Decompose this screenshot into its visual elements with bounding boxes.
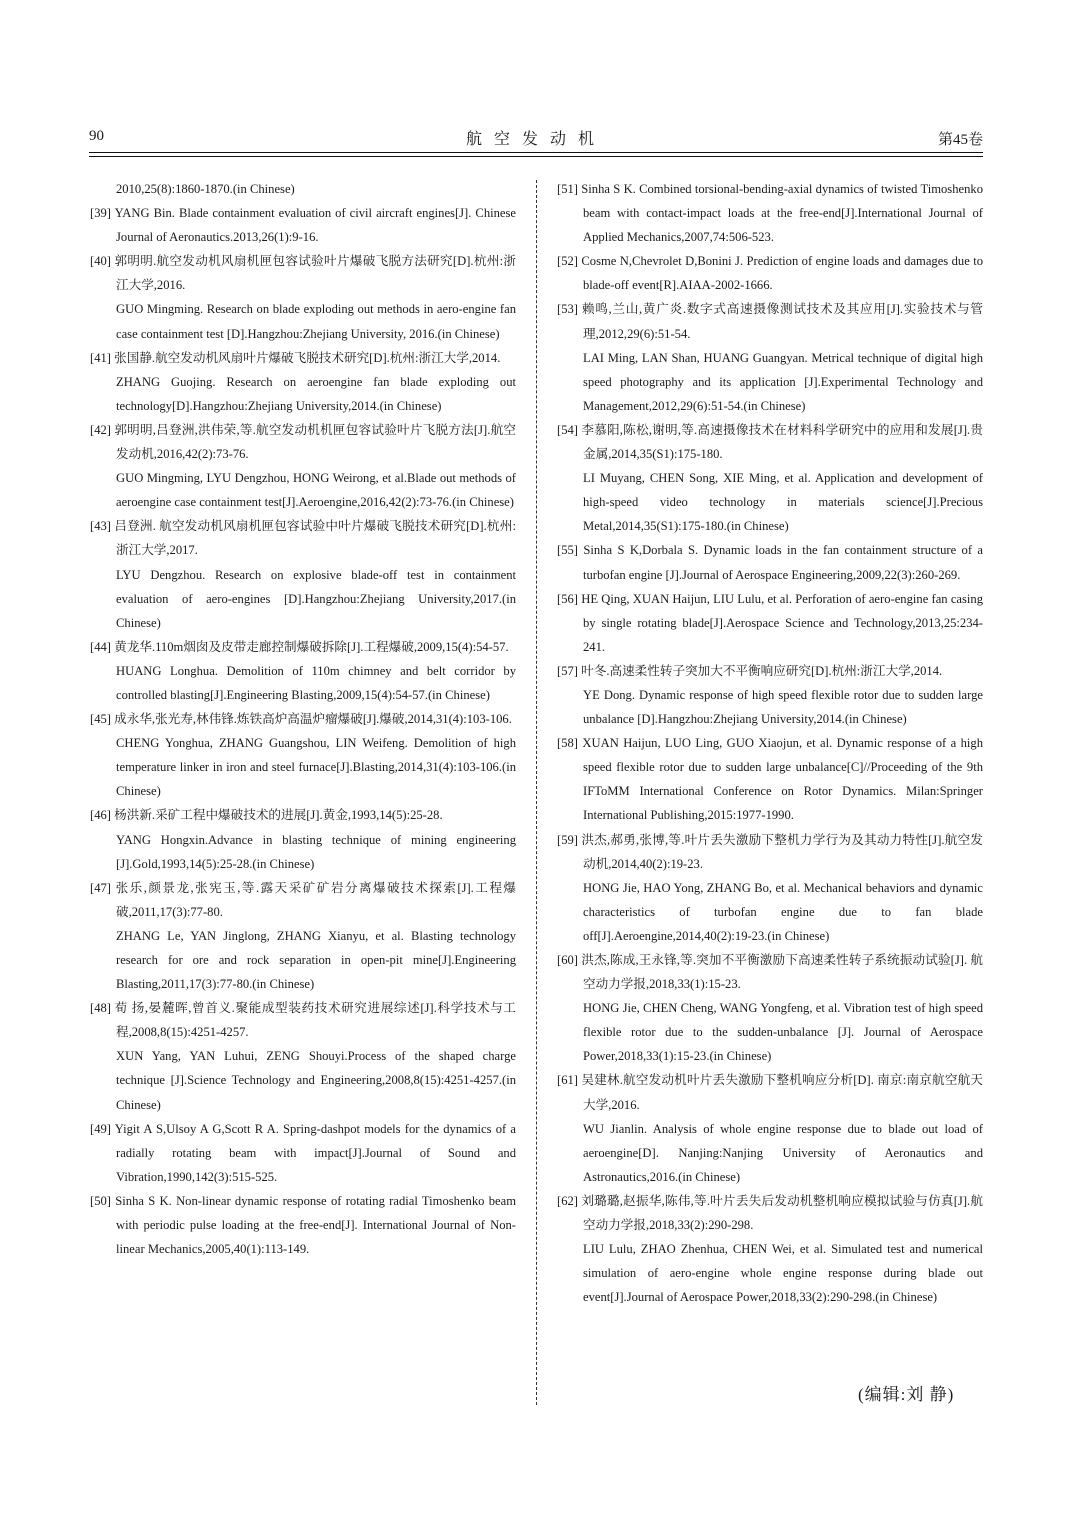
- volume-label: 第45卷: [937, 132, 983, 148]
- reference-citation: 叶冬.高速柔性转子突加大不平衡响应研究[D].杭州:浙江大学,2014.: [581, 663, 943, 678]
- reference-english: YE Dong. Dynamic response of high speed flexible rotor due to sudden large unbalance [D].Hangzhou:Zhejiang University,2014.(in Chinese): [583, 687, 983, 727]
- reference-english: LI Muyang, CHEN Song, XIE Ming, et al. Application and development of high-speed video technology in materials science[J].Precious Metal,2014,35(S1):175-180.(in Chinese): [583, 471, 983, 534]
- reference-citation: 张乐,颜景龙,张宪玉,等.露天采矿矿岩分离爆破技术探索[J].工程爆破,2011,17(3):77-80.: [115, 880, 517, 919]
- reference-number: [58]: [557, 736, 578, 751]
- reference-item: [557, 948, 983, 1068]
- reference-text: [557, 1068, 983, 1116]
- reference-number: [57]: [557, 663, 578, 678]
- reference-text: [557, 538, 983, 586]
- reference-citation: 刘璐璐,赵振华,陈伟,等.叶片丢失后发动机整机响应模拟试验与仿真[J].航空动力学报,2018,33(2):290-298.: [581, 1193, 983, 1233]
- reference-item: [557, 828, 983, 948]
- running-header: [89, 126, 983, 148]
- reference-text: [90, 996, 516, 1044]
- reference-number: [45]: [90, 712, 111, 727]
- reference-citation: XUAN Haijun, LUO Ling, GUO Xiaojun, et al. Dynamic response of a high speed flexible rotor due to sudden large unbalance[C]//Proceeding of the 9th IFToMM International Conference on Rotor Dynamics. Milan:Springer International Publishing,2015:1977-1990.: [582, 736, 983, 823]
- reference-item: [557, 587, 983, 659]
- reference-text: [557, 828, 983, 876]
- column-divider: [536, 180, 537, 1405]
- reference-text: [90, 1189, 516, 1261]
- reference-number: [60]: [557, 953, 578, 967]
- reference-item: [90, 249, 516, 345]
- reference-text: [90, 249, 517, 297]
- reference-citation: 李慕阳,陈松,谢明,等.高速摄像技术在材料科学研究中的应用和发展[J].贵金属,2014,35(S1):175-180.: [581, 422, 983, 462]
- continued-reference: 2010,25(8):1860-1870.(in Chinese): [116, 182, 295, 196]
- reference-english: LYU Dengzhou. Research on explosive blade-off test in containment evaluation of aero-engines [D].Hangzhou:Zhejiang University,2017.(in Chinese): [116, 567, 516, 630]
- reference-english: HONG Jie, CHEN Cheng, WANG Yongfeng, et al. Vibration test of high speed flexible rotor due to the sudden-unbalance [J]. Journal of Aerospace Power,2018,33(1):15-23.(in Chinese): [583, 1001, 983, 1064]
- reference-number: [53]: [557, 302, 578, 317]
- reference-item: [90, 514, 516, 634]
- reference-number: [48]: [90, 1001, 111, 1016]
- reference-item: [557, 1068, 983, 1188]
- editor-note: (编辑:刘 静): [858, 1385, 955, 1404]
- reference-text: [557, 297, 983, 345]
- reference-item: [557, 731, 983, 827]
- reference-number: [49]: [90, 1121, 111, 1136]
- reference-text: [557, 418, 983, 466]
- reference-english: LIU Lulu, ZHAO Zhenhua, CHEN Wei, et al. Simulated test and numerical simulation of aero-engine whole engine response during blade out event[J].Journal of Aerospace Power,2018,33(2):290-298.(in Chinese): [583, 1242, 983, 1305]
- reference-text: [90, 1117, 516, 1189]
- reference-citation: 郭明明,吕登洲,洪伟荣,等.航空发动机机匣包容试验叶片飞脱方法[J].航空发动机,2016,42(2):73-76.: [114, 422, 516, 462]
- reference-english: CHENG Yonghua, ZHANG Guangshou, LIN Weifeng. Demolition of high temperature linker in iron and steel furnace[J].Blasting,2014,31(4):103-106.(in Chinese): [116, 736, 516, 799]
- header-rule-thick: [89, 152, 983, 153]
- reference-item: [557, 177, 983, 249]
- reference-item: [90, 1189, 516, 1261]
- reference-number: [52]: [557, 254, 578, 269]
- reference-citation: 洪杰,陈成,王永锋,等.突加不平衡激励下高速柔性转子系统振动试验[J]. 航空动力学报,2018,33(1):15-23.: [581, 953, 983, 992]
- reference-text: [90, 201, 516, 249]
- reference-citation: HE Qing, XUAN Haijun, LIU Lulu, et al. Perforation of aero-engine fan casing by single rotating blade[J].Aerospace Science and Technology,2013,25:234-241.: [581, 591, 983, 654]
- reference-item: [90, 346, 516, 418]
- reference-citation: 郭明明.航空发动机风扇机匣包容试验叶片爆破飞脱方法研究[D].杭州:浙江大学,2016.: [114, 254, 517, 293]
- reference-number: [55]: [557, 543, 578, 558]
- reference-number: [39]: [90, 206, 111, 221]
- reference-english: ZHANG Guojing. Research on aeroengine fan blade exploding out technology[D].Hangzhou:Zhejiang University,2014.(in Chinese): [116, 374, 516, 413]
- reference-english: GUO Mingming, LYU Dengzhou, HONG Weirong, et al.Blade out methods of aeroengine case containment test[J].Aeroengine,2016,42(2):73-76.(in Chinese): [116, 471, 516, 510]
- reference-number: [46]: [90, 808, 111, 823]
- reference-number: [41]: [90, 350, 111, 365]
- reference-number: [61]: [557, 1073, 578, 1088]
- reference-item: [90, 635, 516, 707]
- reference-item: [90, 876, 516, 996]
- reference-citation: 荀 扬,晏麓晖,曾首义.聚能成型装药技术研究进展综述[J].科学技术与工程,2008,8(15):4251-4257.: [114, 1001, 516, 1040]
- header-rule-thin: [89, 156, 983, 157]
- reference-citation: 吴建林.航空发动机叶片丢失激励下整机响应分析[D]. 南京:南京航空航天大学,2016.: [581, 1073, 983, 1112]
- reference-citation: Cosme N,Chevrolet D,Bonini J. Prediction of engine loads and damages due to blade-off event[R].AIAA-2002-1666.: [581, 254, 984, 293]
- reference-english: LAI Ming, LAN Shan, HUANG Guangyan. Metrical technique of digital high speed photography and its application [J].Experimental Technology and Management,2012,29(6):51-54.(in Chinese): [583, 350, 983, 413]
- reference-citation: 洪杰,郝勇,张博,等.叶片丢失激励下整机力学行为及其动力特性[J].航空发动机,2014,40(2):19-23.: [581, 832, 983, 871]
- reference-item: [90, 418, 516, 514]
- reference-english: HUANG Longhua. Demolition of 110m chimney and belt corridor by controlled blasting[J].Engineering Blasting,2009,15(4):54-57.(in Chinese): [116, 663, 516, 702]
- reference-citation: Yigit A S,Ulsoy A G,Scott R A. Spring-dashpot models for the dynamics of a radially rotating beam with impact[J].Journal of Sound and Vibration,1990,142(3):515-525.: [114, 1121, 516, 1184]
- reference-text: [557, 177, 983, 249]
- reference-text: [90, 346, 516, 370]
- reference-number: [51]: [557, 182, 578, 196]
- reference-text: [557, 1189, 983, 1237]
- reference-number: [59]: [557, 832, 578, 847]
- page-number: 90: [89, 128, 104, 144]
- reference-number: [50]: [90, 1193, 111, 1208]
- reference-number: [42]: [90, 422, 111, 437]
- reference-text: [557, 249, 984, 297]
- reference-text: [90, 803, 516, 827]
- reference-number: [43]: [90, 519, 111, 534]
- reference-citation: 赖鸣,兰山,黄广炎.数字式高速摄像测试技术及其应用[J].实验技术与管理,2012,29(6):51-54.: [581, 302, 983, 341]
- reference-citation: Sinha S K. Combined torsional-bending-axial dynamics of twisted Timoshenko beam with contact-impact loads at the free-end[J].International Journal of Applied Mechanics,2007,74:506-523.: [581, 182, 983, 245]
- left-column-references: [90, 177, 516, 1261]
- reference-item: [90, 707, 516, 803]
- reference-number: [62]: [557, 1193, 578, 1208]
- reference-english: XUN Yang, YAN Luhui, ZENG Shouyi.Process of the shaped charge technique [J].Science Technology and Engineering,2008,8(15):4251-4257.(in Chinese): [116, 1049, 516, 1112]
- reference-english: HONG Jie, HAO Yong, ZHANG Bo, et al. Mechanical behaviors and dynamic characteristics of turbofan engine due to fan blade off[J].Aeroengine,2014,40(2):19-23.(in Chinese): [583, 880, 983, 943]
- reference-citation: Sinha S K. Non-linear dynamic response of rotating radial Timoshenko beam with periodic pulse loading at the free-end[J]. International Journal of Non-linear Mechanics,2005,40(1):113-149.: [115, 1193, 516, 1257]
- reference-item: [557, 659, 983, 731]
- reference-number: [44]: [90, 639, 111, 654]
- reference-text: [90, 707, 516, 731]
- reference-number: [40]: [90, 254, 111, 269]
- reference-english: YANG Hongxin.Advance in blasting technique of mining engineering [J].Gold,1993,14(5):25-28.(in Chinese): [116, 832, 516, 871]
- reference-english: ZHANG Le, YAN Jinglong, ZHANG Xianyu, et al. Blasting technology research for ore and rock separation in open-pit mine[J].Engineering Blasting,2011,17(3):77-80.(in Chinese): [116, 928, 516, 992]
- reference-number: [56]: [557, 591, 578, 606]
- reference-citation: 张国静.航空发动机风扇叶片爆破飞脱技术研究[D].杭州:浙江大学,2014.: [114, 350, 501, 365]
- reference-text: [90, 418, 516, 466]
- reference-item: [90, 803, 516, 875]
- journal-title: 航空发动机: [465, 131, 606, 148]
- reference-english: WU Jianlin. Analysis of whole engine response due to blade out load of aeroengine[D]. Nanjing:Nanjing University of Aeronautics and Astronautics,2016.(in Chinese): [583, 1121, 983, 1184]
- reference-item: [90, 1117, 516, 1189]
- reference-item: [557, 249, 983, 297]
- reference-citation: 吕登洲. 航空发动机风扇机匣包容试验中叶片爆破飞脱技术研究[D].杭州:浙江大学,2017.: [114, 519, 516, 558]
- reference-number: [47]: [90, 880, 111, 895]
- reference-english: GUO Mingming. Research on blade exploding out methods in aero-engine fan case containment test [D].Hangzhou:Zhejiang University, 2016.(in Chinese): [116, 302, 516, 341]
- reference-number: [54]: [557, 422, 578, 437]
- reference-text: [557, 659, 983, 683]
- reference-citation: Sinha S K,Dorbala S. Dynamic loads in the fan containment structure of a turbofan engine [J].Journal of Aerospace Engineering,2009,22(3):260-269.: [583, 543, 983, 582]
- reference-item: [557, 1189, 983, 1309]
- reference-citation: 杨洪新.采矿工程中爆破技术的进展[J].黄金,1993,14(5):25-28.: [114, 808, 443, 823]
- reference-citation: 黄龙华.110m烟囱及皮带走廊控制爆破拆除[J].工程爆破,2009,15(4):54-57.: [114, 639, 509, 654]
- reference-item: [557, 418, 983, 538]
- reference-item: [90, 201, 516, 249]
- reference-text: [90, 635, 516, 659]
- reference-citation: YANG Bin. Blade containment evaluation of civil aircraft engines[J]. Chinese Journal of Aeronautics.2013,26(1):9-16.: [114, 206, 516, 245]
- reference-citation: 成永华,张光寿,林伟锋.炼铁高炉高温炉瘤爆破[J].爆破,2014,31(4):103-106.: [114, 712, 512, 727]
- reference-text: [90, 876, 517, 924]
- reference-item: [557, 538, 983, 586]
- reference-item: [90, 996, 516, 1116]
- reference-text: [557, 948, 983, 996]
- reference-text: [557, 587, 983, 659]
- right-column-references: [557, 177, 983, 1309]
- reference-item: [557, 297, 983, 417]
- reference-text: [557, 731, 983, 827]
- reference-text: [90, 514, 516, 562]
